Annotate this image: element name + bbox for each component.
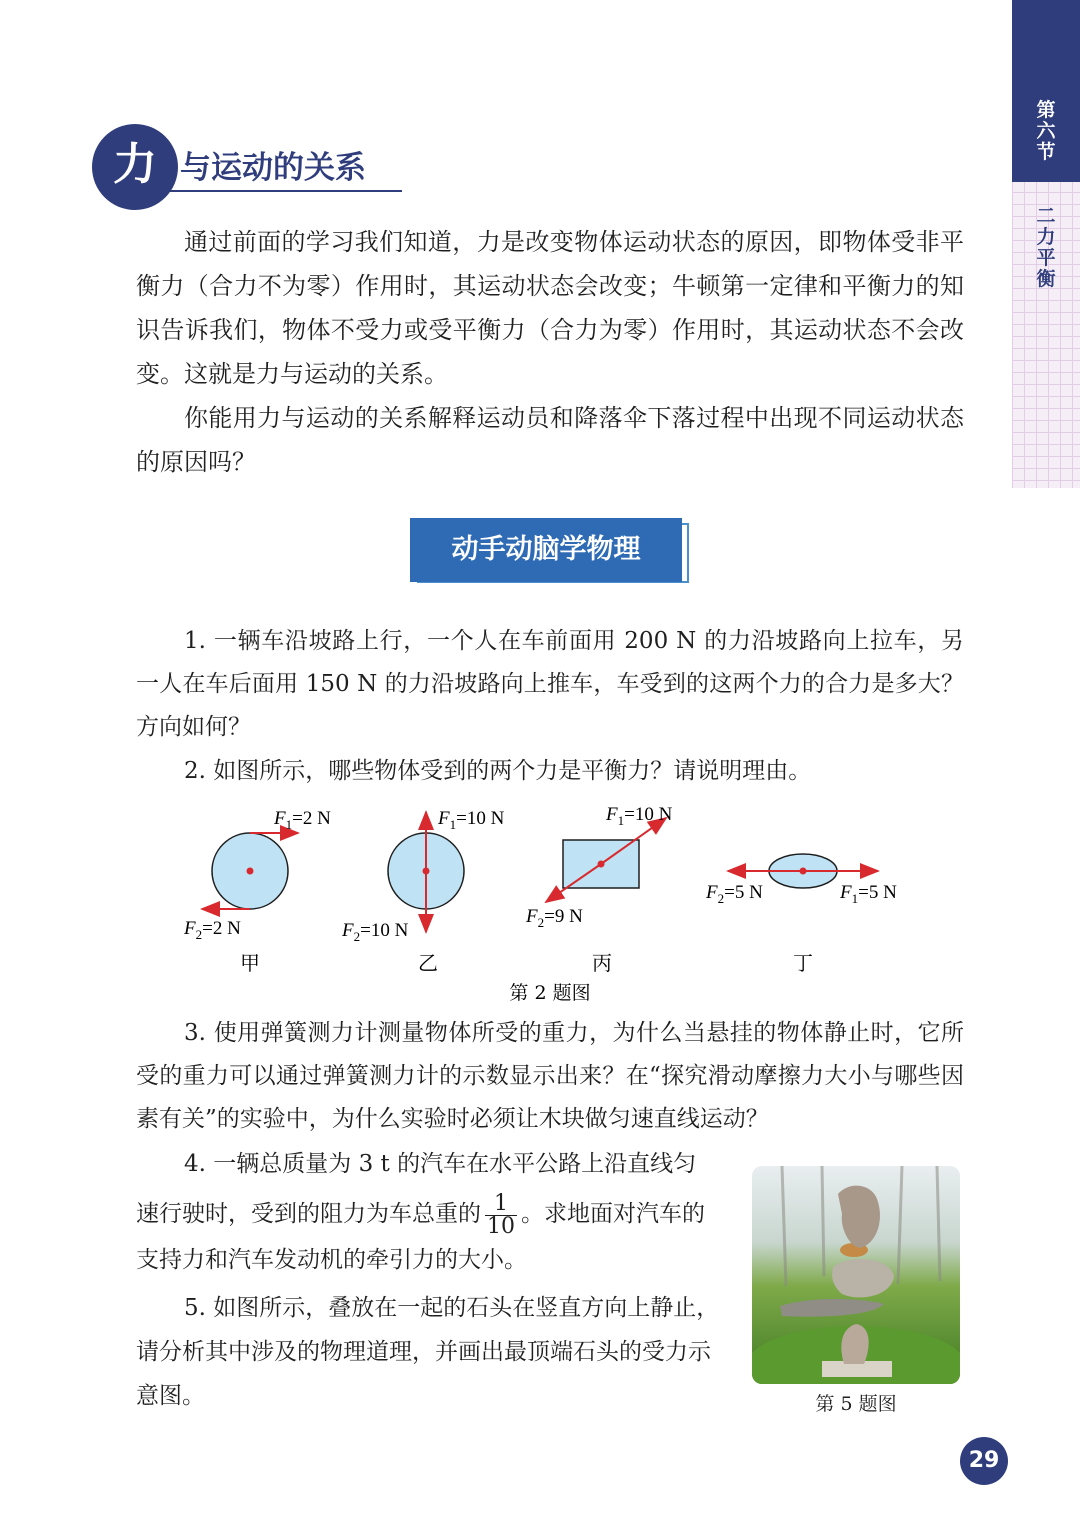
svg-text:F1=10 N: $F_1=10$ N — [606, 804, 673, 828]
panel-ding — [705, 854, 897, 906]
svg-text:F1=2 N: $F_1=2$ N — [274, 808, 331, 832]
heading-first-char: 力 — [113, 139, 157, 190]
panel-label-ding: 丁 — [793, 951, 813, 975]
intro-paragraph-1: 通过前面的学习我们知道，力是改变物体运动状态的原因，即物体受非平衡力（合力不为零）作用时，其运动状态会改变；牛顿第一定律和平衡力的知识告诉我们，物体不受力或受平衡力（合力为零）作用时，其运动状态不会改变。这就是力与运动的关系。 — [136, 228, 964, 388]
intro-paragraph-2: 你能用力与运动的关系解释运动员和降落伞下落过程中出现不同运动状态的原因吗？ — [136, 404, 964, 476]
side-section-label: 第 六 节 — [1036, 99, 1056, 163]
figure-2-caption: 第 2 题图 — [509, 982, 591, 1004]
page-number: 29 — [960, 1437, 1008, 1485]
svg-text:F2=2 N: $F_2=2$ N — [184, 918, 241, 942]
panel-label-yi: 乙 — [418, 951, 438, 975]
svg-text:F2=9 N: $F_2=9$ N — [526, 906, 583, 930]
heading-underline — [170, 190, 402, 192]
panel-yi — [341, 808, 505, 944]
figure-5-caption: 第 5 题图 — [815, 1393, 897, 1415]
fraction-one-tenth: $\frac{1}{10}$ — [487, 1190, 515, 1239]
figure-2 — [170, 798, 930, 1008]
exercise-banner: 动手动脑学物理 — [410, 518, 682, 582]
question-3: 3. 使用弹簧测力计测量物体所受的重力，为什么当悬挂的物体静止时，它所受的重力可以通过弹簧测力计的示数显示出来？在“探究滑动摩擦力大小与哪些因素有关”的实验中，为什么实验时必须让木块做匀速直线运动？ — [136, 1020, 964, 1132]
panel-label-jia: 甲 — [240, 951, 260, 975]
panel-jia — [183, 808, 331, 942]
section-heading: 与运动的关系 — [180, 150, 366, 186]
panel-bing — [525, 804, 673, 930]
stacked-stones-photo — [752, 1166, 960, 1384]
svg-text:F1=5 N: $F_1=5$ N — [840, 882, 897, 906]
side-topic-label: 二 力 平 衡 — [1036, 205, 1056, 290]
svg-text:F2=10 N: $F_2=10$ N — [342, 920, 409, 944]
question-5: 5. 如图所示，叠放在一起的石头在竖直方向上静止，请分析其中涉及的物理道理，并画出最顶端石头的受力示意图。 — [136, 1295, 720, 1409]
question-4-line-1: 4. 一辆总质量为 3 t 的汽车在水平公路上沿直线匀 — [184, 1151, 697, 1177]
question-1: 1. 一辆车沿坡路上行，一个人在车前面用 200 N 的力沿坡路向上拉车，另一人在车后面用 150 N 的力沿坡路向上推车，车受到的这两个力的合力是多大？方向如何？ — [136, 628, 964, 740]
question-2: 2. 如图所示，哪些物体受到的两个力是平衡力？请说明理由。 — [184, 758, 812, 784]
panel-label-bing: 丙 — [592, 951, 612, 975]
question-4-rest: 速行驶时，受到的阻力为车总重的 $\frac{1}{10}$ 。求地面对汽车的支持力和汽车发动机的牵引力的大小。 — [136, 1190, 705, 1273]
svg-text:F1=10 N: $F_1=10$ N — [438, 808, 505, 832]
svg-text:F2=5 N: $F_2=5$ N — [706, 882, 763, 906]
